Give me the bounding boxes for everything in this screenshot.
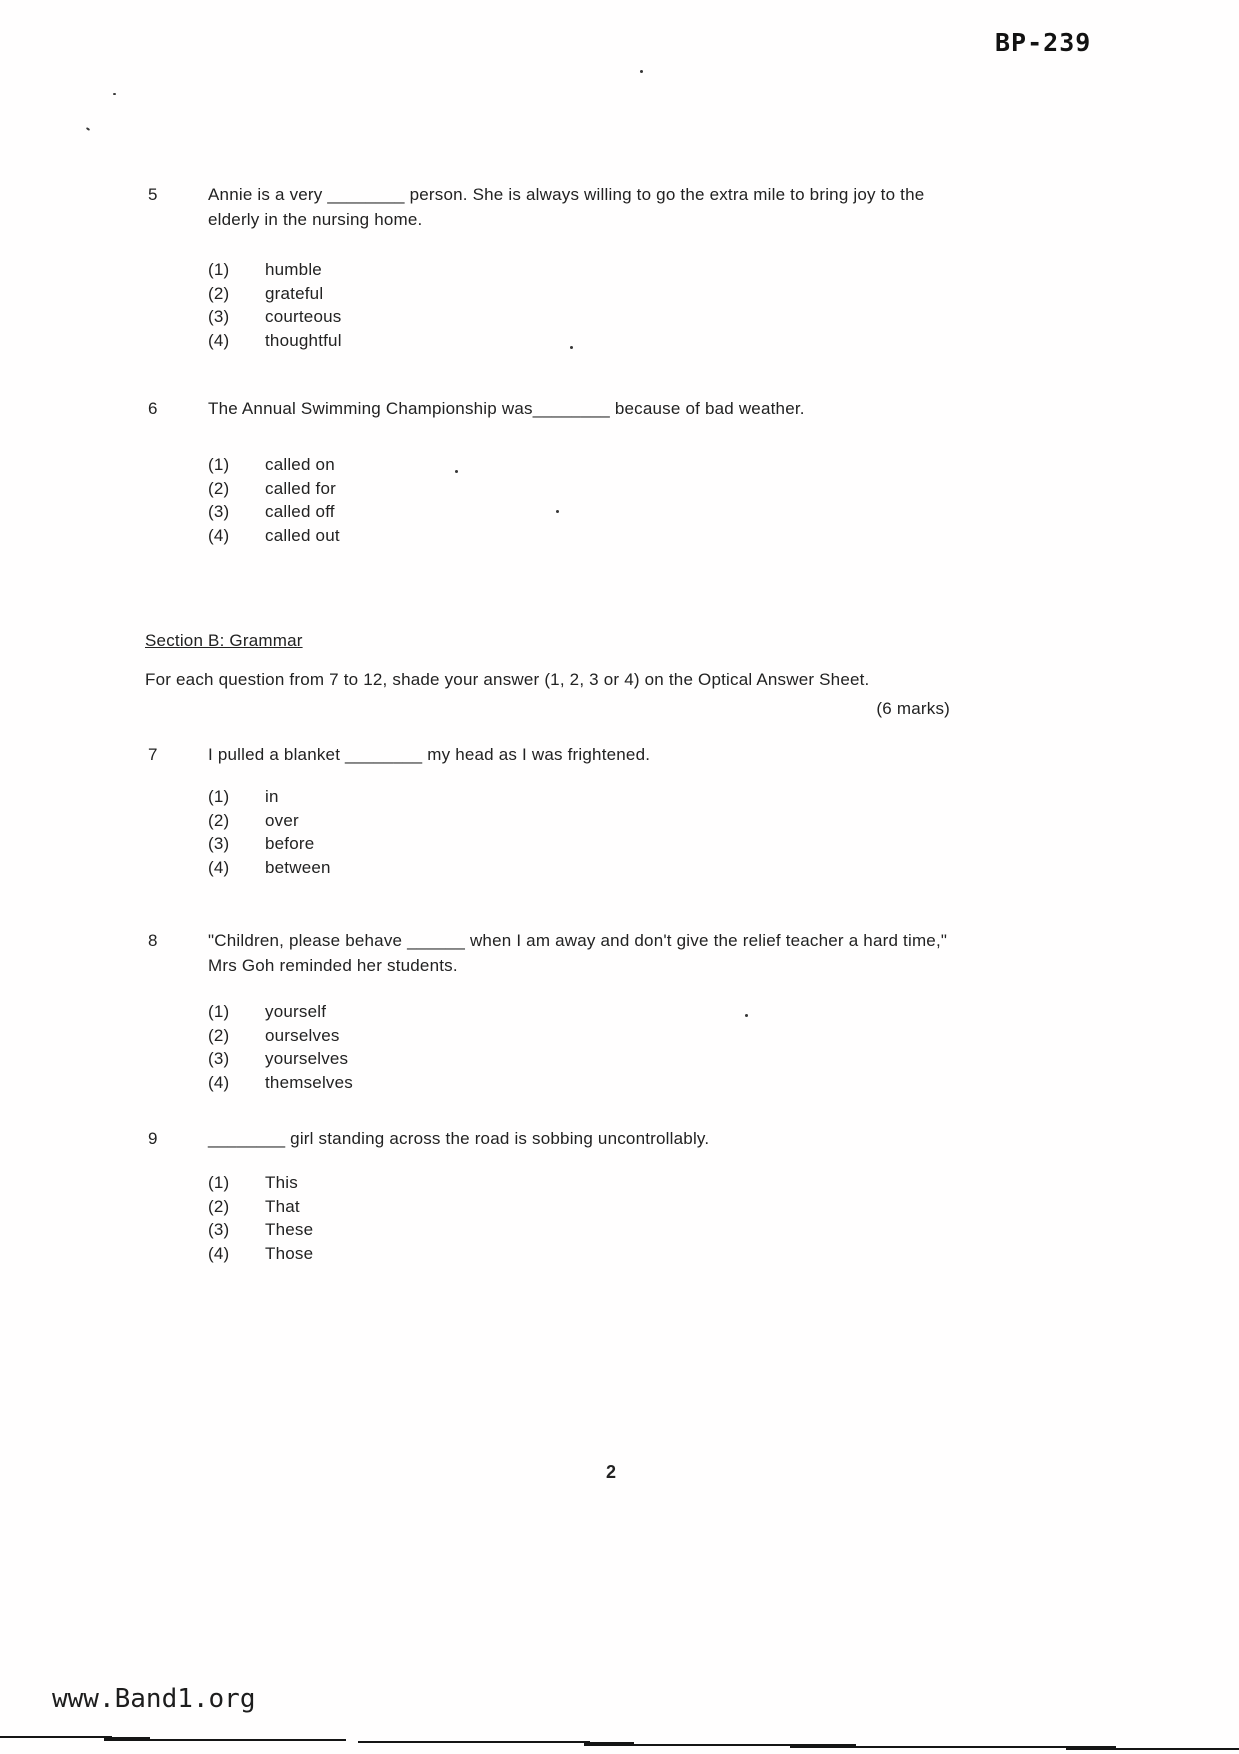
paper-code: BP-239 <box>995 28 1092 57</box>
option-row <box>208 258 978 282</box>
watermark: www.Band1.org <box>52 1684 256 1714</box>
question-number: 5 <box>148 185 158 204</box>
scan-line-segment <box>632 1744 792 1746</box>
options-list <box>208 453 978 547</box>
question-block-7 <box>148 742 978 879</box>
option-row <box>208 305 978 329</box>
option-row <box>208 524 978 548</box>
option-text: over <box>265 810 299 830</box>
question-text: "Children, please behave ______ when I am away and don't give the relief teacher a hard time," Mrs Goh reminded her students. <box>208 931 948 975</box>
options-list <box>208 1000 978 1094</box>
option-text: yourselves <box>265 1049 349 1068</box>
option-row <box>208 1000 978 1024</box>
scan-line-segment <box>1112 1748 1239 1750</box>
question-number: 7 <box>148 745 158 764</box>
option-text: thoughtful <box>265 330 342 350</box>
option-text: before <box>265 834 315 853</box>
option-number: (1) <box>208 260 230 279</box>
option-number: (4) <box>208 525 230 545</box>
section-instructions: For each question from 7 to 12, shade your answer (1, 2, 3 or 4) on the Optical Answer Sheet. <box>145 670 870 689</box>
option-row <box>208 453 978 477</box>
question-number: 6 <box>148 399 158 418</box>
option-row <box>208 809 978 833</box>
option-row <box>208 1071 978 1095</box>
question-block-5 <box>148 182 978 352</box>
option-number: (2) <box>208 1025 230 1045</box>
option-number: (2) <box>208 810 230 830</box>
question-number: 8 <box>148 931 158 950</box>
question-block-9 <box>148 1126 978 1265</box>
option-row <box>208 1171 978 1195</box>
question-text: ________ girl standing across the road is sobbing uncontrollably. <box>208 1129 710 1148</box>
scan-line-segment <box>104 1737 150 1741</box>
option-row <box>208 329 978 353</box>
option-number: (3) <box>208 1220 230 1239</box>
scan-line-segment <box>852 1746 1070 1748</box>
question-block-8 <box>148 928 978 1094</box>
option-text: ourselves <box>265 1025 340 1045</box>
scan-speck <box>556 510 559 513</box>
option-text: This <box>265 1173 298 1192</box>
option-number: (2) <box>208 478 230 498</box>
scan-speck <box>113 93 116 95</box>
scan-line-segment <box>790 1744 856 1748</box>
option-text: courteous <box>265 307 342 326</box>
option-row <box>208 1242 978 1266</box>
option-number: (1) <box>208 1173 230 1192</box>
option-text: humble <box>265 260 322 279</box>
option-number: (1) <box>208 787 230 806</box>
option-text: yourself <box>265 1002 327 1021</box>
options-list <box>208 1171 978 1265</box>
scan-speck <box>640 70 643 73</box>
section-title: Section B: Grammar <box>145 631 303 650</box>
option-text: called off <box>265 502 335 521</box>
option-number: (1) <box>208 455 230 474</box>
option-text: called on <box>265 455 335 474</box>
option-number: (3) <box>208 834 230 853</box>
option-row <box>208 856 978 880</box>
options-list <box>208 785 978 879</box>
option-row <box>208 500 978 524</box>
option-text: Those <box>265 1243 314 1263</box>
option-text: grateful <box>265 283 324 303</box>
option-number: (4) <box>208 330 230 350</box>
scan-speck <box>570 346 573 349</box>
question-text: Annie is a very ________ person. She is always willing to go the extra mile to bring joy to the elderly in the nursing home. <box>208 185 925 229</box>
scan-speck <box>86 127 90 131</box>
option-number: (4) <box>208 1243 230 1263</box>
question-text: The Annual Swimming Championship was________ because of bad weather. <box>208 399 805 418</box>
option-number: (3) <box>208 307 230 326</box>
scan-speck <box>455 470 458 473</box>
scan-line-segment <box>1066 1746 1116 1750</box>
option-row <box>208 1218 978 1242</box>
option-row <box>208 477 978 501</box>
section-marks: (6 marks) <box>876 699 950 718</box>
options-list <box>208 258 978 352</box>
scan-line-segment <box>0 1736 112 1738</box>
option-text: themselves <box>265 1072 353 1092</box>
option-text: called for <box>265 478 336 498</box>
option-row <box>208 785 978 809</box>
option-text: called out <box>265 525 340 545</box>
option-row <box>208 832 978 856</box>
option-number: (4) <box>208 857 230 877</box>
option-number: (3) <box>208 502 230 521</box>
question-text: I pulled a blanket ________ my head as I was frightened. <box>208 745 651 764</box>
option-row <box>208 1024 978 1048</box>
option-row <box>208 282 978 306</box>
question-block-6 <box>148 396 978 547</box>
scan-line-segment <box>358 1741 590 1743</box>
option-number: (3) <box>208 1049 230 1068</box>
option-number: (4) <box>208 1072 230 1092</box>
option-text: between <box>265 857 331 877</box>
option-row <box>208 1047 978 1071</box>
scan-line-segment <box>584 1742 634 1746</box>
scan-line-segment <box>150 1739 346 1741</box>
page-number: 2 <box>606 1462 617 1482</box>
option-number: (2) <box>208 1196 230 1216</box>
scan-speck <box>745 1014 748 1017</box>
section-b-block <box>145 628 950 721</box>
option-text: That <box>265 1196 300 1216</box>
option-text: in <box>265 787 279 806</box>
question-number: 9 <box>148 1129 158 1148</box>
option-number: (2) <box>208 283 230 303</box>
option-row <box>208 1195 978 1219</box>
option-text: These <box>265 1220 314 1239</box>
option-number: (1) <box>208 1002 230 1021</box>
